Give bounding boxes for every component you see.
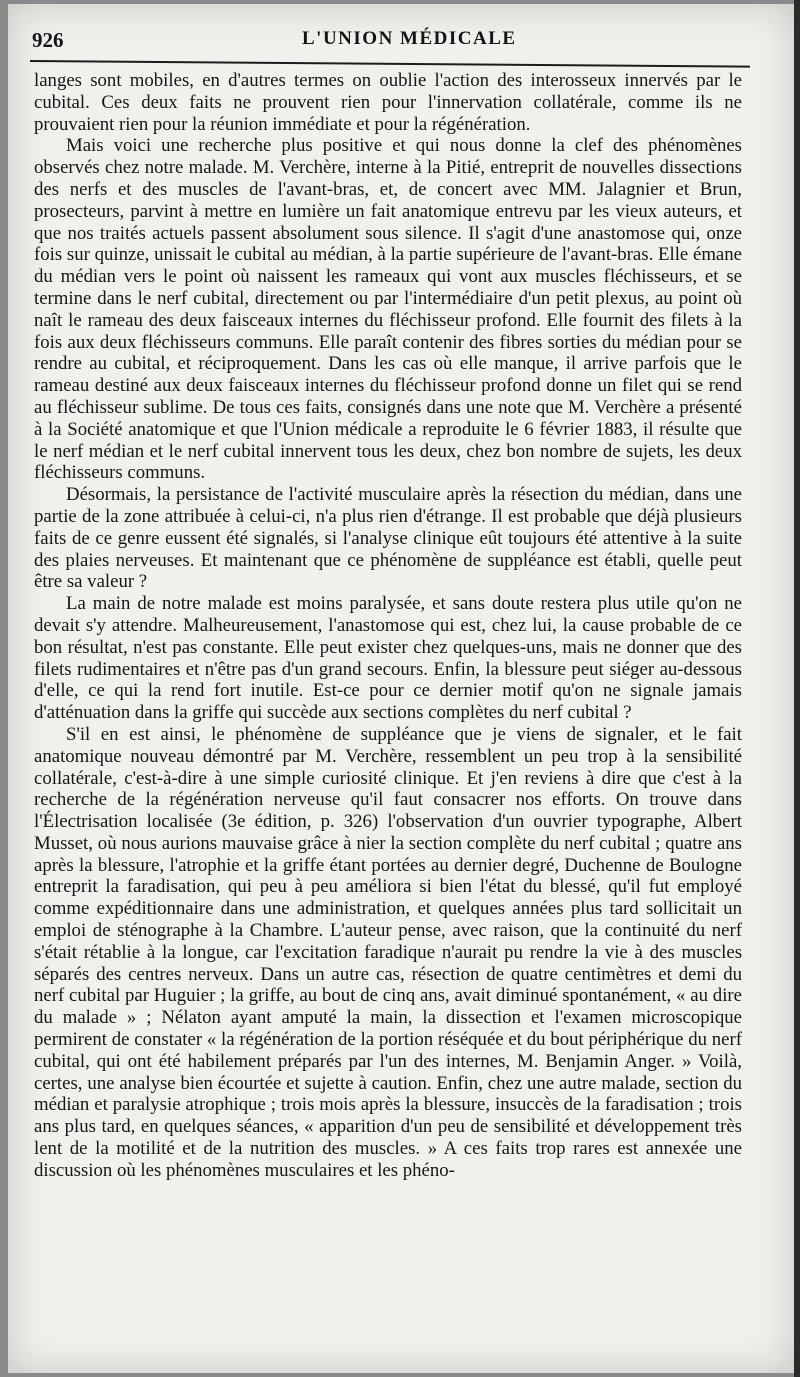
paragraph-main-malade: La main de notre malade est moins paralysée, et sans doute restera plus utile qu'on ne devait s'y attendre. Malheureusement, l'anastomose qui est, chez lui, la cause probable de ce bon résultat, n'est pas constante. Elle peut exister chez quelques-uns, mais ne donner que des filets rudimentaires et n'être pas d'un grand secours. Enfin, la blessure peut siéger au-dessous d'elle, ce qui la rend fort inutile. Est-ce pour ce dernier motif qu'on ne signale jamais d'atténuation dans la griffe qui succède aux sections complètes du nerf cubital ? xyxy=(34,593,742,724)
page-edge-shadow xyxy=(794,0,800,1377)
paragraph-regeneration: S'il en est ainsi, le phénomène de suppléance que je viens de signaler, et le fait anatomique nouveau démontré par M. Verchère, ressemblent un peu trop à la sensibilité collatérale, c'est-à-dire à une simple curiosité clinique. Et j'en reviens à dire que c'est à la recherche de la régénération nerveuse qu'il faut consacrer nos efforts. On trouve dans l'Électrisation localisée (3e édition, p. 326) l'observation d'un ouvrier typographe, Albert Musset, où nous aurions mauvaise grâce à nier la section complète du nerf cubital ; quatre ans après la blessure, l'atrophie et la griffe étant portées au dernier degré, Duchenne de Boulogne entreprit la faradisation, qui peu à peu améliora si bien l'état du blessé, qu'il fut employé comme expéditionnaire dans une administration, et quelques années plus tard sollicitait un emploi de sténographe à la Chambre. L'auteur pense, avec raison, que la continuité du nerf s'était rétablie à la longue, car l'excitation faradique n'aurait pu rendre la vie à des muscles séparés des centres nerveux. Dans un autre cas, résection de quatre centimètres et demi du nerf cubital par Huguier ; la griffe, au bout de cinq ans, avait diminué spontanément, « au dire du malade » ; Nélaton ayant amputé la main, la dissection et l'examen microscopique permirent de constater « la régénération de la portion réséquée et du bout périphérique du nerf cubital, qui ont été habilement préparés par l'un des internes, M. Benjamin Anger. » Voilà, certes, une analyse bien écourtée et sujette à caution. Enfin, chez une autre malade, section du médian et paralysie atrophique ; trois mois après la blessure, insuccès de la faradisation ; trois ans plus tard, en quelques séances, « apparition d'un peu de sensibilité et développement très lent de la motilité et de la nutrition des muscles. » A ces faits trop rares est annexée une discussion où les phénomènes musculaires et les phéno- xyxy=(34,723,742,1181)
paragraph-persistance: Désormais, la persistance de l'activité musculaire après la résection du médian, dans une partie de la zone attribuée à celui-ci, n'a plus rien d'étrange. Il est probable que déjà plusieurs faits de ce genre eussent été signalés, si l'analyse clinique eût toujours été attentive à la suite des plaies nerveuses. Et maintenant que ce phénomène de suppléance est établi, quelle peut être sa valeur ? xyxy=(34,484,742,593)
header-rule xyxy=(30,60,750,68)
running-title: L'UNION MÉDICALE xyxy=(302,28,517,49)
body-text xyxy=(34,70,742,1182)
page-number: 926 xyxy=(32,28,64,52)
page-header xyxy=(32,26,742,56)
paragraph-anastomose: Mais voici une recherche plus positive et qui nous donne la clef des phénomènes observés chez notre malade. M. Verchère, interne à la Pitié, entreprit de nouvelles dissections des nerfs et des muscles de l'avant-bras, et, de concert avec MM. Jalagnier et Brun, prosecteurs, parvint à mettre en lumière un fait anatomique entrevu par les vieux auteurs, et que nos traités actuels passent absolument sous silence. Il s'agit d'une anastomose qui, onze fois sur quinze, unissait le cubital au médian, à la partie supérieure de l'avant-bras. Elle émane du médian vers le point où naissent les rameaux qui vont aux muscles fléchisseurs, et se termine dans le nerf cubital, directement ou par l'intermédiaire d'un petit plexus, au point où naît le rameau des deux faisceaux internes du fléchisseur profond. Elle fournit des filets à la fois aux deux fléchisseurs communs. Elle paraît contenir des fibres sorties du médian pour se rendre au cubital, et réciproquement. Dans les cas où elle manque, il arrive parfois que le rameau destiné aux deux faisceaux internes du fléchisseur profond donne un filet qui se rend au fléchisseur sublime. De tous ces faits, consignés dans une note que M. Verchère a présenté à la Société anatomique et que l'Union médicale a reproduite le 6 février 1883, il résulte que le nerf médian et le nerf cubital innervent tous les deux, chez bon nombre de sujets, les deux fléchisseurs communs. xyxy=(34,135,742,484)
paragraph-continuation: langes sont mobiles, en d'autres termes on oublie l'action des interosseux innervés par le cubital. Ces deux faits ne prouvent rien pour l'innervation collatérale, comme ils ne prouvaient rien pour la réunion immédiate et pour la régénération. xyxy=(34,70,742,135)
document-page xyxy=(8,4,794,1373)
